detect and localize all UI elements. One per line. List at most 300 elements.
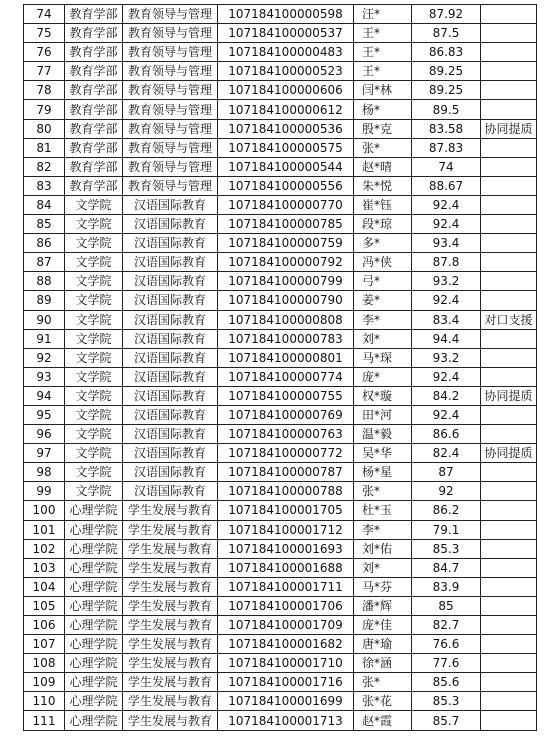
student-name-cell: 张* xyxy=(354,673,412,692)
remark-cell xyxy=(481,81,537,100)
school-cell: 文学院 xyxy=(65,291,123,310)
table-row xyxy=(24,5,537,24)
school-cell: 心理学院 xyxy=(65,635,123,654)
school-cell: 教育学部 xyxy=(65,138,123,157)
remark-cell xyxy=(481,501,537,520)
table-row xyxy=(24,62,537,81)
school-cell: 文学院 xyxy=(65,367,123,386)
table-row xyxy=(24,176,537,195)
major-cell: 汉语国际教育 xyxy=(123,405,218,424)
row-number-cell: 86 xyxy=(24,234,65,253)
row-number-cell: 83 xyxy=(24,176,65,195)
table-row xyxy=(24,386,537,405)
score-cell: 87.5 xyxy=(412,24,481,43)
student-name-cell: 庞* xyxy=(354,367,412,386)
major-cell: 学生发展与教育 xyxy=(123,501,218,520)
table-row xyxy=(24,558,537,577)
school-cell: 心理学院 xyxy=(65,596,123,615)
school-cell: 心理学院 xyxy=(65,520,123,539)
row-number-cell: 101 xyxy=(24,520,65,539)
school-cell: 心理学院 xyxy=(65,654,123,673)
student-name-cell: 唐*瑜 xyxy=(354,635,412,654)
exam-id-cell: 107184100001712 xyxy=(218,520,354,539)
student-name-cell: 崔*钰 xyxy=(354,195,412,214)
row-number-cell: 85 xyxy=(24,215,65,234)
exam-id-cell: 107184100000785 xyxy=(218,215,354,234)
major-cell: 学生发展与教育 xyxy=(123,520,218,539)
school-cell: 文学院 xyxy=(65,195,123,214)
score-cell: 87 xyxy=(412,463,481,482)
table-row xyxy=(24,577,537,596)
score-cell: 92.4 xyxy=(412,405,481,424)
row-number-cell: 81 xyxy=(24,138,65,157)
exam-id-cell: 107184100000783 xyxy=(218,329,354,348)
remark-cell xyxy=(481,539,537,558)
exam-id-cell: 107184100000598 xyxy=(218,5,354,24)
row-number-cell: 94 xyxy=(24,386,65,405)
school-cell: 心理学院 xyxy=(65,501,123,520)
table-row xyxy=(24,635,537,654)
score-cell: 93.2 xyxy=(412,272,481,291)
major-cell: 教育领导与管理 xyxy=(123,157,218,176)
exam-id-cell: 107184100000792 xyxy=(218,253,354,272)
major-cell: 学生发展与教育 xyxy=(123,558,218,577)
remark-cell xyxy=(481,215,537,234)
table-row xyxy=(24,234,537,253)
student-name-cell: 张*花 xyxy=(354,692,412,711)
major-cell: 汉语国际教育 xyxy=(123,310,218,329)
remark-cell xyxy=(481,425,537,444)
table-row xyxy=(24,463,537,482)
exam-id-cell: 107184100000536 xyxy=(218,119,354,138)
student-name-cell: 刘* xyxy=(354,558,412,577)
major-cell: 学生发展与教育 xyxy=(123,654,218,673)
student-name-cell: 李* xyxy=(354,520,412,539)
table-row xyxy=(24,329,537,348)
table-row xyxy=(24,520,537,539)
school-cell: 文学院 xyxy=(65,348,123,367)
row-number-cell: 74 xyxy=(24,5,65,24)
school-cell: 心理学院 xyxy=(65,711,123,730)
exam-id-cell: 107184100000612 xyxy=(218,100,354,119)
student-name-cell: 汪* xyxy=(354,5,412,24)
remark-cell xyxy=(481,463,537,482)
row-number-cell: 88 xyxy=(24,272,65,291)
remark-cell xyxy=(481,692,537,711)
row-number-cell: 79 xyxy=(24,100,65,119)
remark-cell xyxy=(481,367,537,386)
exam-id-cell: 107184100001699 xyxy=(218,692,354,711)
remark-cell xyxy=(481,558,537,577)
major-cell: 教育领导与管理 xyxy=(123,5,218,24)
school-cell: 心理学院 xyxy=(65,673,123,692)
remark-cell xyxy=(481,520,537,539)
school-cell: 心理学院 xyxy=(65,558,123,577)
score-cell: 74 xyxy=(412,157,481,176)
student-name-cell: 赵*晴 xyxy=(354,157,412,176)
row-number-cell: 108 xyxy=(24,654,65,673)
exam-id-cell: 107184100000523 xyxy=(218,62,354,81)
table-row xyxy=(24,616,537,635)
remark-cell xyxy=(481,654,537,673)
score-cell: 85 xyxy=(412,596,481,615)
school-cell: 文学院 xyxy=(65,444,123,463)
student-name-cell: 刘* xyxy=(354,329,412,348)
school-cell: 文学院 xyxy=(65,482,123,501)
remark-cell xyxy=(481,616,537,635)
remark-cell xyxy=(481,711,537,730)
major-cell: 学生发展与教育 xyxy=(123,692,218,711)
score-cell: 92 xyxy=(412,482,481,501)
table-row xyxy=(24,444,537,463)
student-name-cell: 王* xyxy=(354,24,412,43)
row-number-cell: 75 xyxy=(24,24,65,43)
exam-id-cell: 107184100000788 xyxy=(218,482,354,501)
student-name-cell: 多* xyxy=(354,234,412,253)
student-name-cell: 殷*克 xyxy=(354,119,412,138)
remark-cell: 对口支援 xyxy=(481,310,537,329)
remark-cell: 协同提质 xyxy=(481,119,537,138)
row-number-cell: 82 xyxy=(24,157,65,176)
table-row xyxy=(24,692,537,711)
major-cell: 教育领导与管理 xyxy=(123,62,218,81)
row-number-cell: 105 xyxy=(24,596,65,615)
row-number-cell: 78 xyxy=(24,81,65,100)
remark-cell: 协同提质 xyxy=(481,444,537,463)
exam-id-cell: 107184100001705 xyxy=(218,501,354,520)
score-cell: 84.7 xyxy=(412,558,481,577)
major-cell: 学生发展与教育 xyxy=(123,673,218,692)
student-name-cell: 朱*悦 xyxy=(354,176,412,195)
score-cell: 76.6 xyxy=(412,635,481,654)
row-number-cell: 98 xyxy=(24,463,65,482)
score-cell: 93.2 xyxy=(412,348,481,367)
remark-cell xyxy=(481,195,537,214)
major-cell: 教育领导与管理 xyxy=(123,176,218,195)
major-cell: 汉语国际教育 xyxy=(123,253,218,272)
score-cell: 79.1 xyxy=(412,520,481,539)
student-name-cell: 张* xyxy=(354,138,412,157)
student-name-cell: 徐*涵 xyxy=(354,654,412,673)
exam-id-cell: 107184100001682 xyxy=(218,635,354,654)
student-name-cell: 庞*佳 xyxy=(354,616,412,635)
remark-cell xyxy=(481,100,537,119)
exam-id-cell: 107184100001711 xyxy=(218,577,354,596)
table-row xyxy=(24,138,537,157)
table-row xyxy=(24,24,537,43)
major-cell: 汉语国际教育 xyxy=(123,482,218,501)
major-cell: 教育领导与管理 xyxy=(123,100,218,119)
exam-id-cell: 107184100000801 xyxy=(218,348,354,367)
exam-id-cell: 107184100001706 xyxy=(218,596,354,615)
student-name-cell: 王* xyxy=(354,62,412,81)
table-row xyxy=(24,596,537,615)
remark-cell: 协同提质 xyxy=(481,386,537,405)
major-cell: 学生发展与教育 xyxy=(123,616,218,635)
score-cell: 89.25 xyxy=(412,81,481,100)
major-cell: 汉语国际教育 xyxy=(123,195,218,214)
row-number-cell: 76 xyxy=(24,43,65,62)
table-row xyxy=(24,119,537,138)
exam-id-cell: 107184100000575 xyxy=(218,138,354,157)
row-number-cell: 97 xyxy=(24,444,65,463)
exam-id-cell: 107184100000755 xyxy=(218,386,354,405)
school-cell: 文学院 xyxy=(65,272,123,291)
row-number-cell: 102 xyxy=(24,539,65,558)
remark-cell xyxy=(481,176,537,195)
table-row xyxy=(24,711,537,730)
major-cell: 学生发展与教育 xyxy=(123,596,218,615)
remark-cell xyxy=(481,673,537,692)
remark-cell xyxy=(481,291,537,310)
table-row xyxy=(24,673,537,692)
table-row xyxy=(24,253,537,272)
score-cell: 85.3 xyxy=(412,539,481,558)
student-name-cell: 闫*林 xyxy=(354,81,412,100)
remark-cell xyxy=(481,43,537,62)
major-cell: 学生发展与教育 xyxy=(123,711,218,730)
score-cell: 87.8 xyxy=(412,253,481,272)
exam-id-cell: 107184100000759 xyxy=(218,234,354,253)
student-name-cell: 刘*佑 xyxy=(354,539,412,558)
remark-cell xyxy=(481,405,537,424)
row-number-cell: 89 xyxy=(24,291,65,310)
major-cell: 教育领导与管理 xyxy=(123,24,218,43)
row-number-cell: 91 xyxy=(24,329,65,348)
row-number-cell: 95 xyxy=(24,405,65,424)
student-name-cell: 温*毅 xyxy=(354,425,412,444)
remark-cell xyxy=(481,24,537,43)
exam-id-cell: 107184100000772 xyxy=(218,444,354,463)
table-row xyxy=(24,405,537,424)
score-cell: 86.6 xyxy=(412,425,481,444)
row-number-cell: 87 xyxy=(24,253,65,272)
row-number-cell: 111 xyxy=(24,711,65,730)
major-cell: 汉语国际教育 xyxy=(123,291,218,310)
score-cell: 92.4 xyxy=(412,367,481,386)
remark-cell xyxy=(481,62,537,81)
exam-id-cell: 107184100001716 xyxy=(218,673,354,692)
major-cell: 汉语国际教育 xyxy=(123,425,218,444)
table-row xyxy=(24,157,537,176)
student-name-cell: 张* xyxy=(354,482,412,501)
major-cell: 教育领导与管理 xyxy=(123,43,218,62)
table-body xyxy=(24,5,537,731)
score-cell: 89.5 xyxy=(412,100,481,119)
exam-id-cell: 107184100000769 xyxy=(218,405,354,424)
school-cell: 教育学部 xyxy=(65,176,123,195)
remark-cell xyxy=(481,272,537,291)
score-cell: 88.67 xyxy=(412,176,481,195)
score-cell: 87.92 xyxy=(412,5,481,24)
table-row xyxy=(24,501,537,520)
school-cell: 文学院 xyxy=(65,310,123,329)
school-cell: 文学院 xyxy=(65,329,123,348)
table-row xyxy=(24,291,537,310)
school-cell: 文学院 xyxy=(65,463,123,482)
row-number-cell: 107 xyxy=(24,635,65,654)
table-row xyxy=(24,654,537,673)
school-cell: 教育学部 xyxy=(65,81,123,100)
exam-id-cell: 107184100001710 xyxy=(218,654,354,673)
score-cell: 85.7 xyxy=(412,711,481,730)
score-cell: 83.9 xyxy=(412,577,481,596)
score-cell: 77.6 xyxy=(412,654,481,673)
exam-id-cell: 107184100000556 xyxy=(218,176,354,195)
major-cell: 教育领导与管理 xyxy=(123,81,218,100)
exam-id-cell: 107184100001713 xyxy=(218,711,354,730)
major-cell: 汉语国际教育 xyxy=(123,215,218,234)
row-number-cell: 96 xyxy=(24,425,65,444)
exam-id-cell: 107184100000770 xyxy=(218,195,354,214)
school-cell: 教育学部 xyxy=(65,157,123,176)
table-row xyxy=(24,215,537,234)
major-cell: 汉语国际教育 xyxy=(123,329,218,348)
row-number-cell: 106 xyxy=(24,616,65,635)
student-name-cell: 吴*华 xyxy=(354,444,412,463)
major-cell: 教育领导与管理 xyxy=(123,138,218,157)
exam-id-cell: 107184100000774 xyxy=(218,367,354,386)
major-cell: 汉语国际教育 xyxy=(123,367,218,386)
remark-cell xyxy=(481,577,537,596)
table-row xyxy=(24,367,537,386)
major-cell: 汉语国际教育 xyxy=(123,386,218,405)
score-cell: 89.25 xyxy=(412,62,481,81)
score-cell: 86.2 xyxy=(412,501,481,520)
score-cell: 82.7 xyxy=(412,616,481,635)
student-name-cell: 段*琼 xyxy=(354,215,412,234)
score-cell: 84.2 xyxy=(412,386,481,405)
school-cell: 文学院 xyxy=(65,405,123,424)
student-name-cell: 马*琛 xyxy=(354,348,412,367)
major-cell: 学生发展与教育 xyxy=(123,635,218,654)
student-name-cell: 冯*侠 xyxy=(354,253,412,272)
remark-cell xyxy=(481,138,537,157)
row-number-cell: 99 xyxy=(24,482,65,501)
school-cell: 教育学部 xyxy=(65,100,123,119)
exam-id-cell: 107184100000537 xyxy=(218,24,354,43)
school-cell: 教育学部 xyxy=(65,24,123,43)
school-cell: 文学院 xyxy=(65,386,123,405)
table-row xyxy=(24,348,537,367)
score-cell: 87.83 xyxy=(412,138,481,157)
major-cell: 汉语国际教育 xyxy=(123,348,218,367)
student-name-cell: 杜*玉 xyxy=(354,501,412,520)
exam-id-cell: 107184100000787 xyxy=(218,463,354,482)
school-cell: 文学院 xyxy=(65,215,123,234)
row-number-cell: 77 xyxy=(24,62,65,81)
score-cell: 92.4 xyxy=(412,291,481,310)
table-row xyxy=(24,539,537,558)
exam-id-cell: 107184100000790 xyxy=(218,291,354,310)
student-name-cell: 权*璇 xyxy=(354,386,412,405)
student-name-cell: 李* xyxy=(354,310,412,329)
remark-cell xyxy=(481,635,537,654)
school-cell: 心理学院 xyxy=(65,616,123,635)
school-cell: 文学院 xyxy=(65,234,123,253)
table-row xyxy=(24,425,537,444)
school-cell: 文学院 xyxy=(65,425,123,444)
exam-id-cell: 107184100000808 xyxy=(218,310,354,329)
row-number-cell: 92 xyxy=(24,348,65,367)
exam-id-cell: 107184100001709 xyxy=(218,616,354,635)
student-name-cell: 弓* xyxy=(354,272,412,291)
student-name-cell: 王* xyxy=(354,43,412,62)
student-name-cell: 姜* xyxy=(354,291,412,310)
student-name-cell: 赵*霞 xyxy=(354,711,412,730)
remark-cell xyxy=(481,157,537,176)
remark-cell xyxy=(481,5,537,24)
row-number-cell: 90 xyxy=(24,310,65,329)
score-cell: 83.58 xyxy=(412,119,481,138)
major-cell: 学生发展与教育 xyxy=(123,539,218,558)
admission-list-table xyxy=(23,4,537,731)
table-row xyxy=(24,482,537,501)
score-cell: 85.3 xyxy=(412,692,481,711)
major-cell: 教育领导与管理 xyxy=(123,119,218,138)
exam-id-cell: 107184100000544 xyxy=(218,157,354,176)
major-cell: 汉语国际教育 xyxy=(123,463,218,482)
remark-cell xyxy=(481,482,537,501)
remark-cell xyxy=(481,253,537,272)
student-name-cell: 马*芬 xyxy=(354,577,412,596)
row-number-cell: 80 xyxy=(24,119,65,138)
score-cell: 83.4 xyxy=(412,310,481,329)
score-cell: 86.83 xyxy=(412,43,481,62)
major-cell: 汉语国际教育 xyxy=(123,234,218,253)
score-cell: 85.6 xyxy=(412,673,481,692)
score-cell: 93.4 xyxy=(412,234,481,253)
score-cell: 92.4 xyxy=(412,215,481,234)
row-number-cell: 104 xyxy=(24,577,65,596)
remark-cell xyxy=(481,329,537,348)
school-cell: 心理学院 xyxy=(65,692,123,711)
table-row xyxy=(24,100,537,119)
score-cell: 94.4 xyxy=(412,329,481,348)
student-name-cell: 潘*辉 xyxy=(354,596,412,615)
table-row xyxy=(24,195,537,214)
school-cell: 教育学部 xyxy=(65,119,123,138)
exam-id-cell: 107184100000483 xyxy=(218,43,354,62)
row-number-cell: 100 xyxy=(24,501,65,520)
major-cell: 汉语国际教育 xyxy=(123,444,218,463)
major-cell: 汉语国际教育 xyxy=(123,272,218,291)
student-name-cell: 杨* xyxy=(354,100,412,119)
remark-cell xyxy=(481,234,537,253)
school-cell: 心理学院 xyxy=(65,577,123,596)
row-number-cell: 103 xyxy=(24,558,65,577)
score-cell: 92.4 xyxy=(412,195,481,214)
exam-id-cell: 107184100001693 xyxy=(218,539,354,558)
school-cell: 文学院 xyxy=(65,253,123,272)
school-cell: 教育学部 xyxy=(65,43,123,62)
school-cell: 教育学部 xyxy=(65,5,123,24)
school-cell: 心理学院 xyxy=(65,539,123,558)
school-cell: 教育学部 xyxy=(65,62,123,81)
table-row xyxy=(24,310,537,329)
row-number-cell: 110 xyxy=(24,692,65,711)
remark-cell xyxy=(481,348,537,367)
major-cell: 学生发展与教育 xyxy=(123,577,218,596)
score-cell: 82.4 xyxy=(412,444,481,463)
student-name-cell: 田*河 xyxy=(354,405,412,424)
remark-cell xyxy=(481,596,537,615)
exam-id-cell: 107184100000606 xyxy=(218,81,354,100)
table-row xyxy=(24,43,537,62)
table-row xyxy=(24,272,537,291)
row-number-cell: 84 xyxy=(24,195,65,214)
row-number-cell: 93 xyxy=(24,367,65,386)
